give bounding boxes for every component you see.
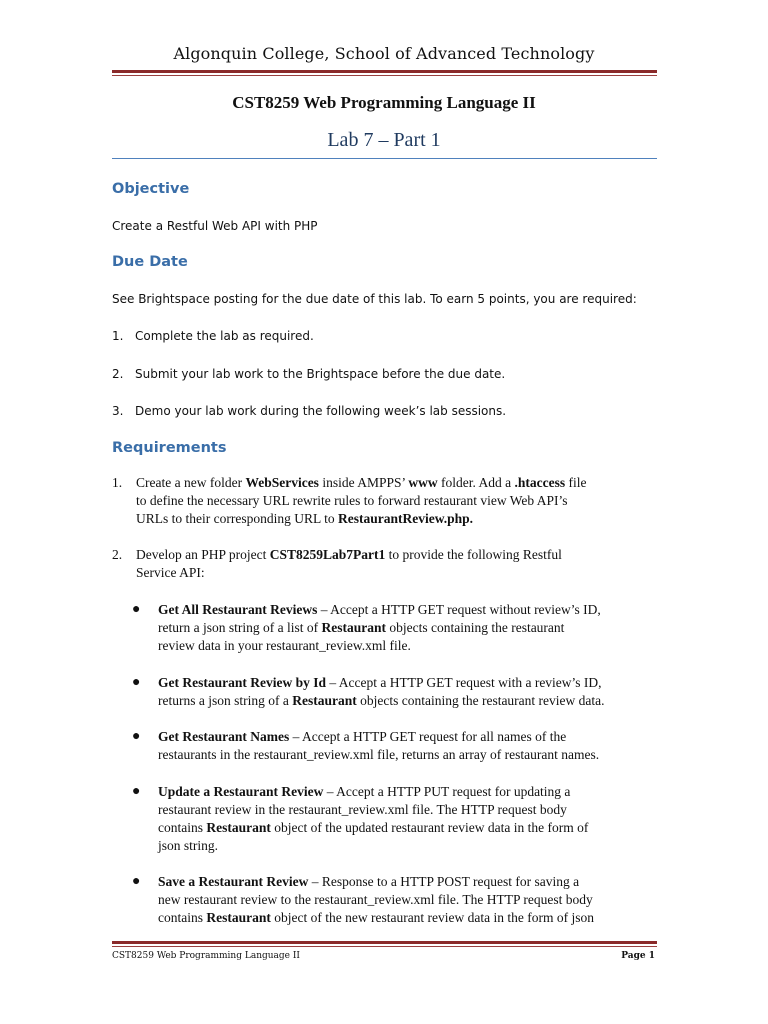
bold-term: Update a Restaurant Review	[158, 784, 324, 799]
text-line	[136, 546, 676, 564]
text-line	[158, 837, 668, 855]
due-date-heading: Due Date	[112, 254, 188, 270]
text-line	[136, 510, 676, 528]
bold-term: www	[408, 475, 438, 490]
bold-term: Restaurant	[292, 693, 357, 708]
footer-course: CST8259 Web Programming Language II	[112, 951, 300, 961]
text-run: return a json string of a list of	[158, 620, 322, 635]
text-run: object of the updated restaurant review data in the form of	[270, 820, 589, 835]
due-item-text: Complete the lab as required.	[135, 329, 314, 343]
header-rule-thin	[112, 75, 657, 76]
text-line	[158, 801, 668, 819]
bullet-icon: ●	[132, 784, 141, 799]
footer-rule-thin	[112, 946, 657, 947]
due-date-text: See Brightspace posting for the due date of this lab. To earn 5 points, you are required:	[112, 292, 637, 306]
text-line	[158, 601, 668, 619]
due-item-number: 3.	[112, 404, 124, 418]
text-line	[158, 783, 668, 801]
text-run: json string.	[158, 838, 219, 853]
bullet-icon: ●	[132, 602, 141, 617]
footer-page-number: Page 1	[621, 951, 655, 961]
requirement-number: 1.	[112, 475, 123, 490]
lab-title: Lab 7 – Part 1	[327, 129, 441, 151]
text-run: restaurants in the restaurant_review.xml file, returns an array of restaurant names.	[158, 747, 600, 762]
objective-text: Create a Restful Web API with PHP	[112, 219, 318, 233]
bold-term: WebServices	[245, 475, 319, 490]
due-item-text: Demo your lab work during the following week’s lab sessions.	[135, 404, 507, 418]
bullet-text	[158, 601, 668, 655]
text-run: Develop an PHP project	[136, 547, 270, 562]
text-run: contains	[158, 820, 207, 835]
text-run: inside AMPPS’	[318, 475, 409, 490]
bold-term: Restaurant	[206, 910, 271, 925]
bold-term: Restaurant	[321, 620, 386, 635]
requirement-text	[136, 474, 676, 528]
text-run: restaurant review in the restaurant_review.xml file. The HTTP request body	[158, 802, 567, 817]
due-item-number: 1.	[112, 329, 124, 343]
text-line	[158, 674, 668, 692]
text-line	[158, 692, 668, 710]
text-line	[158, 891, 668, 909]
bullet-text	[158, 674, 668, 710]
bold-term: Restaurant	[206, 820, 271, 835]
text-line	[158, 637, 668, 655]
text-run: – Accept a HTTP PUT request for updating a	[323, 784, 571, 799]
text-run: review data in your restaurant_review.xml file.	[158, 638, 411, 653]
course-title: CST8259 Web Programming Language II	[232, 93, 536, 112]
text-line	[136, 564, 676, 582]
text-line	[158, 728, 668, 746]
text-run: object of the new restaurant review data in the form of json	[270, 910, 595, 925]
bold-term: CST8259Lab7Part1	[269, 547, 386, 562]
bullet-icon: ●	[132, 874, 141, 889]
text-line	[136, 474, 676, 492]
bold-term: Get All Restaurant Reviews	[158, 602, 318, 617]
due-item-text: Submit your lab work to the Brightspace before the due date.	[135, 367, 506, 381]
text-run: new restaurant review to the restaurant_review.xml file. The HTTP request body	[158, 892, 593, 907]
title-rule	[112, 158, 657, 159]
header-rule	[112, 70, 657, 73]
objective-heading: Objective	[112, 181, 190, 197]
text-run: file	[565, 475, 587, 490]
page-header-title: Algonquin College, School of Advanced Technology	[173, 44, 595, 63]
bold-term: RestaurantReview.php.	[337, 511, 473, 526]
footer-rule	[112, 941, 657, 944]
text-line	[158, 909, 668, 927]
bullet-text	[158, 783, 668, 855]
bullet-text	[158, 873, 668, 927]
text-run: to define the necessary URL rewrite rules to forward restaurant view Web API’s	[136, 493, 568, 508]
text-run: URLs to their corresponding URL to	[136, 511, 338, 526]
text-run: to provide the following Restful	[385, 547, 562, 562]
text-line	[136, 492, 676, 510]
requirement-number: 2.	[112, 547, 123, 562]
text-run: Create a new folder	[136, 475, 246, 490]
text-run: – Accept a HTTP GET request without review’s ID,	[317, 602, 601, 617]
text-line	[158, 619, 668, 637]
text-run: objects containing the restaurant review data.	[356, 693, 605, 708]
text-line	[158, 819, 668, 837]
text-line	[158, 873, 668, 891]
text-run: contains	[158, 910, 207, 925]
bullet-icon: ●	[132, 675, 141, 690]
text-run: objects containing the restaurant	[385, 620, 565, 635]
text-line	[158, 746, 668, 764]
text-run: – Response to a HTTP POST request for saving a	[308, 874, 580, 889]
bold-term: Get Restaurant Review by Id	[158, 675, 326, 690]
text-run: returns a json string of a	[158, 693, 293, 708]
text-run: – Accept a HTTP GET request with a review’s ID,	[326, 675, 602, 690]
due-item-number: 2.	[112, 367, 124, 381]
text-run: Service API:	[136, 565, 205, 580]
bold-term: .htaccess	[514, 475, 566, 490]
bullet-icon: ●	[132, 729, 141, 744]
requirements-heading: Requirements	[112, 440, 227, 456]
text-run: folder. Add a	[437, 475, 515, 490]
bold-term: Save a Restaurant Review	[158, 874, 309, 889]
text-run: – Accept a HTTP GET request for all names of the	[289, 729, 567, 744]
bold-term: Get Restaurant Names	[158, 729, 290, 744]
bullet-text	[158, 728, 668, 764]
requirement-text	[136, 546, 676, 582]
